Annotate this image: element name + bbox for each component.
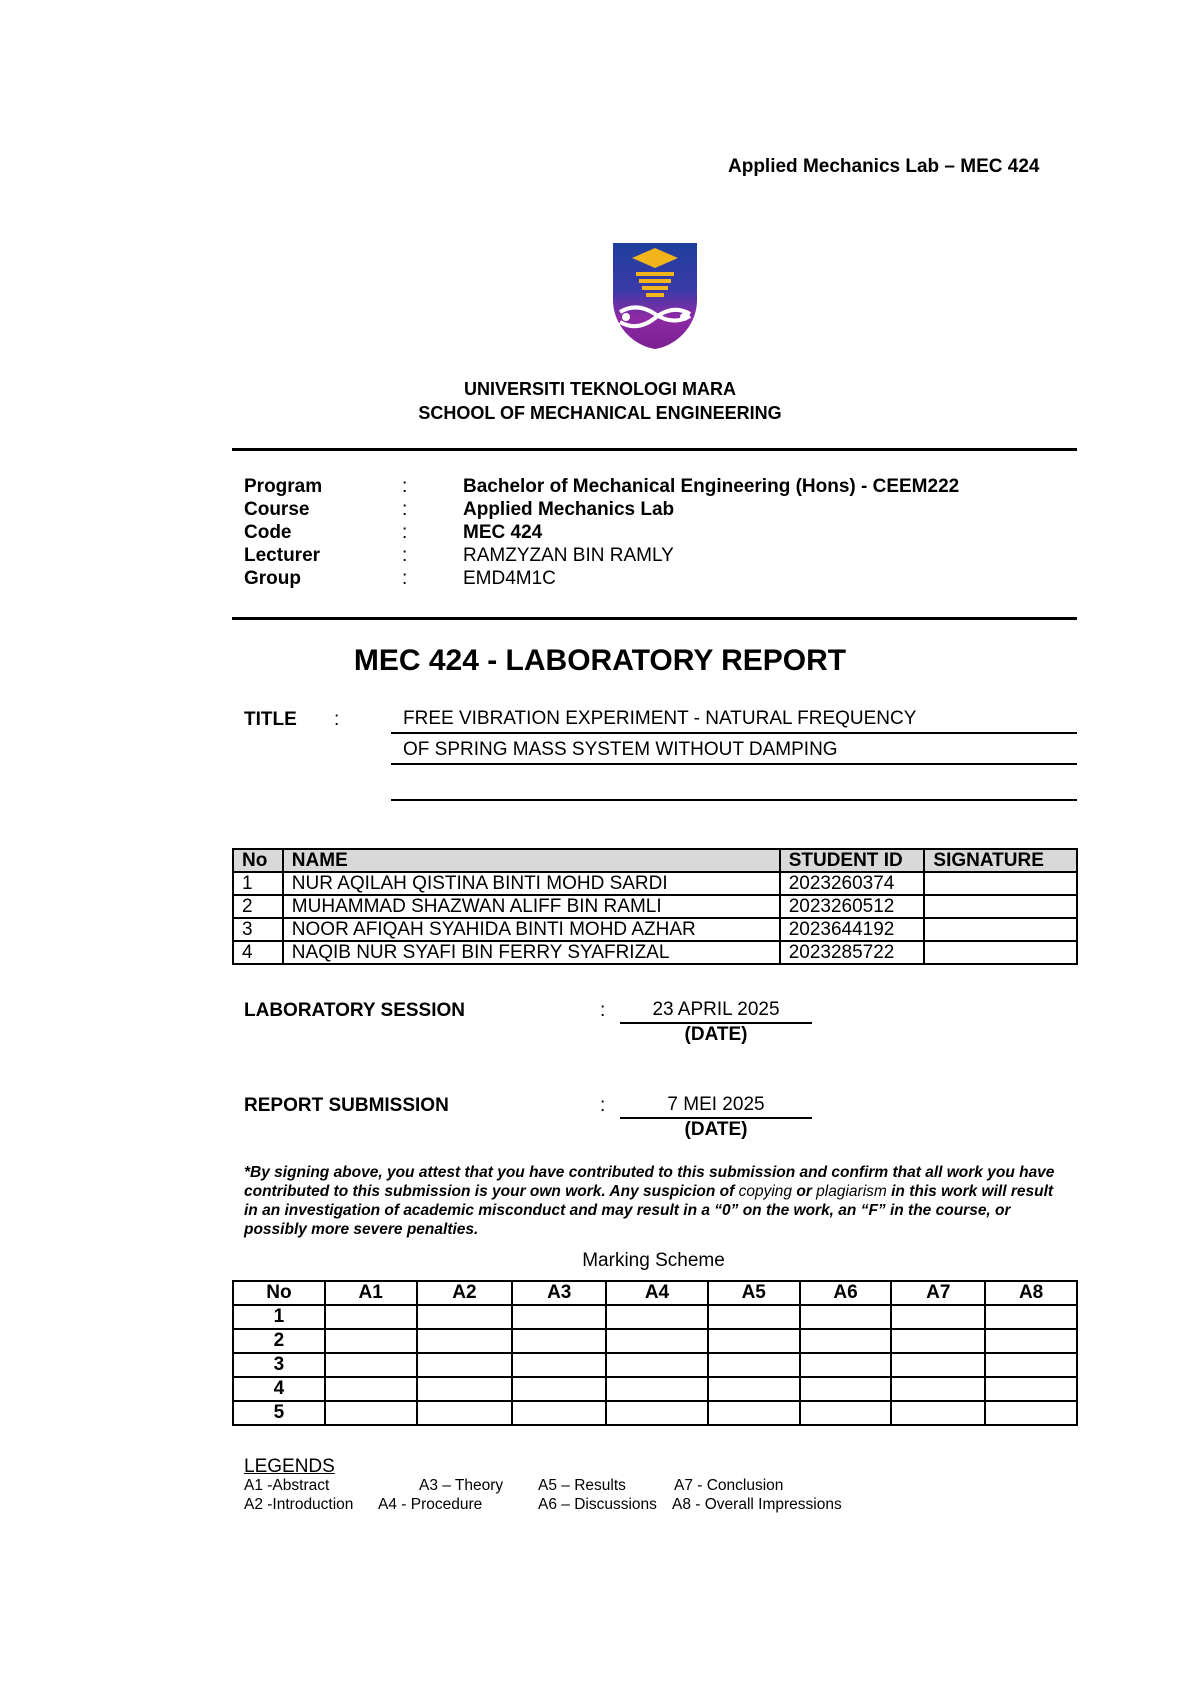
table-header-row bbox=[233, 849, 1077, 872]
title-colon: : bbox=[334, 709, 340, 730]
mark-cell[interactable] bbox=[512, 1305, 606, 1329]
info-colon: : bbox=[402, 568, 408, 589]
mark-cell[interactable] bbox=[417, 1401, 513, 1425]
mark-cell[interactable] bbox=[417, 1353, 513, 1377]
table-header-row bbox=[233, 1281, 1077, 1305]
info-colon: : bbox=[402, 476, 408, 497]
column-header: A2 bbox=[417, 1281, 513, 1305]
disclaimer-part-1: *By signing above, you attest that you have contributed to this submission and confirm that all work you have contributed to this submission is your own work. Any suspicion of bbox=[244, 1164, 1055, 1200]
info-colon: : bbox=[402, 499, 408, 520]
legend-a4: A4 - Procedure bbox=[378, 1496, 483, 1513]
info-colon: : bbox=[402, 522, 408, 543]
mark-cell[interactable] bbox=[708, 1377, 800, 1401]
member-no: 3 bbox=[233, 918, 283, 941]
table-row bbox=[233, 918, 1077, 941]
table-row bbox=[233, 872, 1077, 895]
info-label: Code bbox=[244, 522, 292, 543]
info-value: EMD4M1C bbox=[463, 568, 556, 589]
legend-a7: A7 - Conclusion bbox=[674, 1477, 784, 1494]
school-name: SCHOOL OF MECHANICAL ENGINEERING bbox=[418, 403, 782, 423]
member-name: NUR AQILAH QISTINA BINTI MOHD SARDI bbox=[283, 872, 780, 895]
title-line-1: FREE VIBRATION EXPERIMENT - NATURAL FREQUENCY bbox=[391, 706, 1077, 734]
legend-a3: A3 – Theory bbox=[419, 1477, 504, 1494]
mark-cell[interactable] bbox=[512, 1401, 606, 1425]
mark-cell[interactable] bbox=[606, 1305, 708, 1329]
column-header: A1 bbox=[325, 1281, 417, 1305]
mark-cell[interactable] bbox=[800, 1329, 892, 1353]
column-header: A7 bbox=[891, 1281, 985, 1305]
member-signature[interactable] bbox=[924, 918, 1077, 941]
table-row bbox=[233, 895, 1077, 918]
mark-cell[interactable] bbox=[325, 1401, 417, 1425]
lab-session-label: LABORATORY SESSION bbox=[244, 1000, 465, 1021]
mark-cell[interactable] bbox=[800, 1353, 892, 1377]
member-no: 4 bbox=[233, 941, 283, 964]
column-header: A5 bbox=[708, 1281, 800, 1305]
row-number: 4 bbox=[233, 1377, 325, 1401]
member-signature[interactable] bbox=[924, 895, 1077, 918]
divider bbox=[232, 448, 1077, 451]
disclaimer-text bbox=[244, 1163, 1066, 1239]
legend-a8: A8 - Overall Impressions bbox=[672, 1496, 842, 1513]
title-line-3 bbox=[391, 773, 1077, 801]
lab-session-colon: : bbox=[600, 1000, 606, 1021]
mark-cell[interactable] bbox=[800, 1305, 892, 1329]
title-label: TITLE bbox=[244, 709, 297, 730]
column-header: SIGNATURE bbox=[924, 849, 1077, 872]
disclaimer-part-2: in this work will result in an investigation of academic misconduct and may result in a “0” on the work, an “F” in the course, or possibly more severe penalties. bbox=[244, 1183, 1054, 1238]
member-name: NAQIB NUR SYAFI BIN FERRY SYAFRIZAL bbox=[283, 941, 780, 964]
column-header: No bbox=[233, 849, 283, 872]
column-header: A3 bbox=[512, 1281, 606, 1305]
member-id: 2023644192 bbox=[780, 918, 925, 941]
column-header: A8 bbox=[985, 1281, 1077, 1305]
mark-cell[interactable] bbox=[891, 1377, 985, 1401]
marking-scheme-table bbox=[232, 1280, 1078, 1426]
info-value: RAMZYZAN BIN RAMLY bbox=[463, 545, 674, 566]
report-submission-colon: : bbox=[600, 1095, 606, 1116]
mark-cell[interactable] bbox=[606, 1401, 708, 1425]
report-title: MEC 424 - LABORATORY REPORT bbox=[353, 644, 847, 677]
member-signature[interactable] bbox=[924, 872, 1077, 895]
mark-cell[interactable] bbox=[891, 1305, 985, 1329]
table-row bbox=[233, 941, 1077, 964]
column-header: A4 bbox=[606, 1281, 708, 1305]
member-no: 2 bbox=[233, 895, 283, 918]
legends-title: LEGENDS bbox=[244, 1456, 335, 1477]
member-id: 2023260512 bbox=[780, 895, 925, 918]
info-label: Lecturer bbox=[244, 545, 321, 566]
column-header: No bbox=[233, 1281, 325, 1305]
column-header: A6 bbox=[800, 1281, 892, 1305]
mark-cell[interactable] bbox=[708, 1353, 800, 1377]
title-line-2: OF SPRING MASS SYSTEM WITHOUT DAMPING bbox=[391, 737, 1077, 765]
mark-cell[interactable] bbox=[606, 1377, 708, 1401]
table-row bbox=[233, 1353, 1077, 1377]
mark-cell[interactable] bbox=[417, 1305, 513, 1329]
mark-cell[interactable] bbox=[325, 1377, 417, 1401]
column-header: STUDENT ID bbox=[780, 849, 925, 872]
legend-a2: A2 -Introduction bbox=[244, 1496, 354, 1513]
mark-cell[interactable] bbox=[606, 1329, 708, 1353]
row-number: 2 bbox=[233, 1329, 325, 1353]
mark-cell[interactable] bbox=[708, 1401, 800, 1425]
lab-session-date-caption: (DATE) bbox=[684, 1024, 748, 1045]
divider bbox=[232, 617, 1077, 620]
info-value: Bachelor of Mechanical Engineering (Hons) - CEEM222 bbox=[463, 476, 960, 497]
report-submission-label: REPORT SUBMISSION bbox=[244, 1095, 449, 1116]
mark-cell[interactable] bbox=[606, 1353, 708, 1377]
mark-cell[interactable] bbox=[891, 1353, 985, 1377]
mark-cell[interactable] bbox=[512, 1329, 606, 1353]
info-label: Group bbox=[244, 568, 301, 589]
info-value: MEC 424 bbox=[463, 522, 543, 543]
mark-cell[interactable] bbox=[708, 1305, 800, 1329]
table-row bbox=[233, 1377, 1077, 1401]
mark-cell[interactable] bbox=[325, 1305, 417, 1329]
mark-cell[interactable] bbox=[800, 1401, 892, 1425]
uitm-crest-icon bbox=[612, 242, 698, 350]
university-name: UNIVERSITI TEKNOLOGI MARA bbox=[463, 379, 736, 399]
mark-cell[interactable] bbox=[325, 1329, 417, 1353]
table-row bbox=[233, 1401, 1077, 1425]
legend-a6: A6 – Discussions bbox=[538, 1496, 657, 1513]
disclaimer-or: or bbox=[792, 1183, 817, 1200]
mark-cell[interactable] bbox=[708, 1329, 800, 1353]
mark-cell[interactable] bbox=[891, 1401, 985, 1425]
mark-cell[interactable] bbox=[325, 1353, 417, 1377]
member-id: 2023285722 bbox=[780, 941, 925, 964]
mark-cell[interactable] bbox=[985, 1353, 1077, 1377]
report-submission-date-caption: (DATE) bbox=[684, 1119, 748, 1140]
mark-cell[interactable] bbox=[417, 1377, 513, 1401]
member-name: MUHAMMAD SHAZWAN ALIFF BIN RAMLI bbox=[283, 895, 780, 918]
mark-cell[interactable] bbox=[800, 1377, 892, 1401]
mark-cell[interactable] bbox=[985, 1329, 1077, 1353]
member-name: NOOR AFIQAH SYAHIDA BINTI MOHD AZHAR bbox=[283, 918, 780, 941]
table-row bbox=[233, 1329, 1077, 1353]
member-signature[interactable] bbox=[924, 941, 1077, 964]
info-label: Program bbox=[244, 476, 323, 497]
course-header: Applied Mechanics Lab – MEC 424 bbox=[728, 156, 1040, 177]
mark-cell[interactable] bbox=[891, 1329, 985, 1353]
lab-session-date: 23 APRIL 2025 bbox=[620, 998, 812, 1024]
mark-cell[interactable] bbox=[985, 1401, 1077, 1425]
mark-cell[interactable] bbox=[512, 1377, 606, 1401]
mark-cell[interactable] bbox=[985, 1377, 1077, 1401]
column-header: NAME bbox=[283, 849, 780, 872]
mark-cell[interactable] bbox=[985, 1305, 1077, 1329]
row-number: 1 bbox=[233, 1305, 325, 1329]
info-colon: : bbox=[402, 545, 408, 566]
disclaimer-plagiarism: plagiarism bbox=[816, 1183, 887, 1200]
marking-scheme-title: Marking Scheme bbox=[582, 1250, 725, 1271]
info-label: Course bbox=[244, 499, 310, 520]
legend-a1: A1 -Abstract bbox=[244, 1477, 330, 1494]
legend-a5: A5 – Results bbox=[538, 1477, 626, 1494]
table-row bbox=[233, 1305, 1077, 1329]
disclaimer-copying: copying bbox=[738, 1183, 793, 1200]
row-number: 3 bbox=[233, 1353, 325, 1377]
institution-block bbox=[0, 377, 1200, 425]
info-value: Applied Mechanics Lab bbox=[463, 499, 675, 520]
member-no: 1 bbox=[233, 872, 283, 895]
member-id: 2023260374 bbox=[780, 872, 925, 895]
mark-cell[interactable] bbox=[512, 1353, 606, 1377]
row-number: 5 bbox=[233, 1401, 325, 1425]
members-table bbox=[232, 848, 1078, 965]
mark-cell[interactable] bbox=[417, 1329, 513, 1353]
report-submission-date: 7 MEI 2025 bbox=[620, 1093, 812, 1119]
